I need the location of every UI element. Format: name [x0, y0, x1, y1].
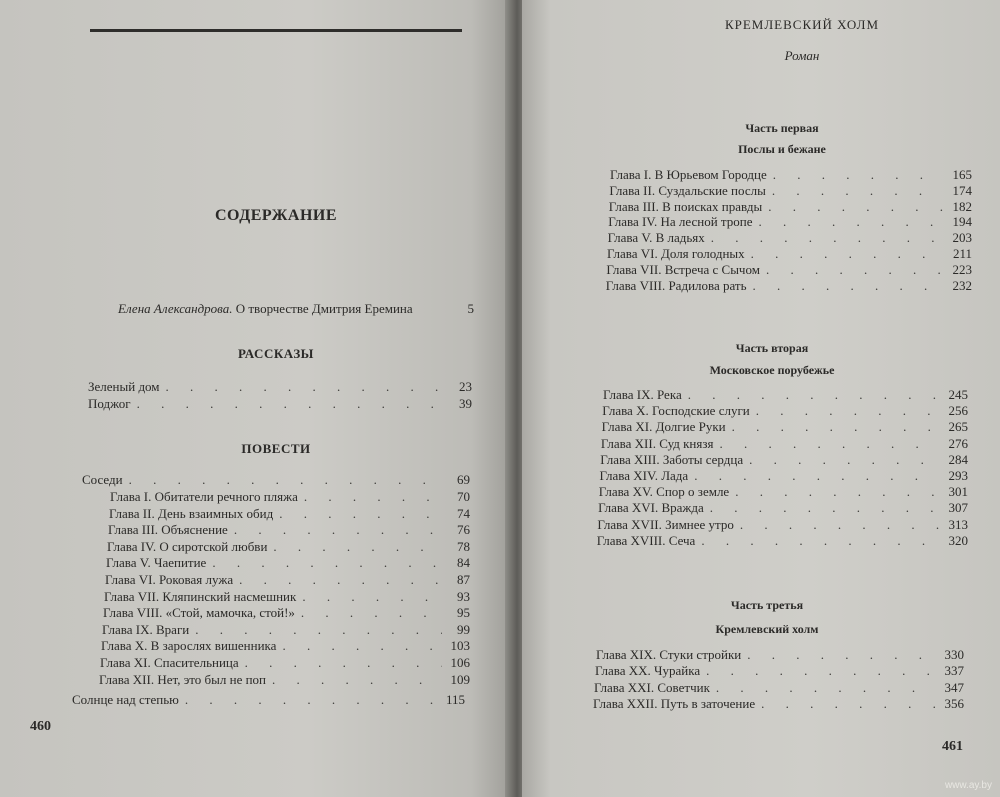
toc-entry — [102, 622, 470, 638]
leader-dots — [245, 655, 442, 671]
toc-entry-title: Зеленый дом — [88, 379, 160, 394]
toc-entry-title: Глава XIX. Стуки стройки — [596, 647, 742, 662]
toc-entry-page: 284 — [948, 451, 968, 467]
toc-entry-title: Глава XXII. Путь в заточение — [593, 696, 756, 712]
toc-entry-page: 165 — [952, 167, 972, 182]
intro-entry — [118, 301, 474, 317]
toc-entry-page: 245 — [948, 387, 968, 402]
toc-entry-page: 109 — [450, 671, 470, 687]
leader-dots — [753, 278, 944, 294]
toc-entry-page: 276 — [948, 435, 968, 451]
leader-dots — [756, 403, 940, 419]
toc-entry — [602, 403, 968, 419]
part3-name: Кремлевский холм — [715, 622, 819, 636]
toc-entry — [602, 419, 968, 435]
intro-page: 5 — [467, 301, 474, 316]
toc-entry-title: Глава III. В поисках правды — [608, 198, 763, 214]
toc-entry — [109, 506, 470, 522]
toc-entry-page: 223 — [952, 261, 972, 277]
toc-entry-page: 330 — [944, 647, 964, 662]
toc-entry-title: Глава VIII. Радилова рать — [605, 277, 747, 293]
toc-entry-title: Глава VIII. «Стой, мамочка, стой!» — [103, 605, 295, 621]
toc-entry-title: Глава V. В ладьях — [607, 230, 705, 246]
toc-entry-page: 313 — [948, 516, 968, 532]
toc-entry-title: Глава XV. Спор о земле — [598, 484, 730, 500]
stories-heading: РАССКАЗЫ — [238, 346, 314, 361]
toc-entry — [609, 199, 972, 215]
right-folio: 461 — [942, 739, 963, 754]
leader-dots — [282, 638, 442, 654]
toc-entry-page: 70 — [457, 489, 470, 504]
leader-dots — [711, 230, 944, 246]
toc-entry — [607, 246, 972, 262]
toc-entry-page: 39 — [459, 396, 472, 411]
leader-dots — [768, 199, 944, 215]
toc-entry-title: Поджог — [88, 396, 131, 411]
toc-entry — [99, 672, 470, 688]
toc-entry-title: Глава IV. На лесной тропе — [608, 214, 753, 230]
toc-entry-title: Глава X. Господские слуги — [602, 403, 750, 419]
leader-dots — [694, 468, 940, 484]
toc-entry-page: 307 — [948, 500, 968, 516]
toc-entry-title: Глава X. В зарослях вишенника — [101, 638, 277, 654]
part1-label: Часть первая — [745, 121, 819, 135]
toc-entry-title: Глава I. В Юрьевом Городце — [610, 167, 767, 182]
toc-entry-page: 182 — [952, 198, 972, 214]
toc-entry-title: Глава XVIII. Сеча — [596, 532, 696, 548]
novel-title: КРЕМЛЕВСКИЙ ХОЛМ — [724, 17, 880, 32]
toc-entry-page: 293 — [948, 468, 968, 483]
toc-entry — [594, 680, 964, 696]
leader-dots — [766, 262, 944, 278]
leader-dots — [137, 396, 444, 412]
toc-entry-title: Глава VII. Встреча с Сычом — [606, 261, 760, 277]
leader-dots — [688, 387, 940, 403]
solntse-title: Солнце над степью — [72, 692, 179, 707]
toc-entry — [101, 638, 470, 654]
toc-entry-title: Глава XXI. Советчик — [594, 679, 710, 695]
toc-entry — [100, 655, 470, 671]
right-page — [522, 0, 1000, 797]
leader-dots — [166, 379, 444, 395]
leader-dots — [301, 605, 442, 621]
toc-entry-page: 301 — [948, 484, 968, 500]
toc-entry — [603, 387, 968, 403]
leader-dots — [740, 517, 940, 533]
left-folio: 460 — [30, 719, 51, 734]
toc-entry-page: 103 — [450, 638, 470, 654]
toc-entry-page: 232 — [952, 277, 972, 293]
toc-entry — [600, 452, 968, 468]
toc-entry — [593, 696, 964, 712]
part3-label: Часть третья — [730, 598, 804, 612]
toc-entry-title: Глава VII. Кляпинский насмешник — [104, 588, 297, 604]
leader-dots — [749, 452, 940, 468]
leader-dots — [701, 533, 940, 549]
leader-dots — [772, 183, 944, 199]
leader-dots — [239, 572, 442, 588]
toc-entry — [106, 555, 470, 571]
toc-entry-page: 78 — [457, 538, 470, 554]
toc-entry-title: Глава XX. Чурайка — [595, 663, 701, 679]
leader-dots — [716, 680, 936, 696]
leader-dots — [747, 647, 936, 663]
toc-entry-page: 74 — [457, 505, 470, 521]
leader-dots — [732, 419, 940, 435]
toc-entry-page: 93 — [457, 588, 470, 604]
novel-subtitle: Роман — [784, 48, 820, 63]
toc-entry-page: 356 — [944, 696, 964, 712]
toc-entry — [597, 533, 968, 549]
leader-dots — [273, 539, 442, 555]
toc-entry — [104, 589, 470, 605]
contents-title: СОДЕРЖАНИЕ — [214, 207, 338, 224]
leader-dots — [304, 489, 442, 505]
toc-entry-title: Глава XI. Долгие Руки — [601, 419, 726, 435]
leader-dots — [212, 555, 442, 571]
toc-entry — [595, 663, 964, 679]
toc-entry-page: 320 — [948, 532, 968, 548]
sosedi-title: Соседи — [82, 472, 123, 487]
toc-entry-page: 347 — [944, 679, 964, 695]
toc-entry-title: Глава II. День взаимных обид — [109, 505, 274, 521]
toc-entry — [110, 489, 470, 505]
top-rule — [90, 29, 462, 32]
toc-entry — [600, 468, 969, 484]
toc-entry-title: Глава XIV. Лада — [599, 468, 689, 483]
toc-entry-title: Глава VI. Доля голодных — [607, 246, 745, 261]
toc-entry-title: Глава IX. Река — [603, 387, 682, 402]
toc-entry-page: 194 — [952, 214, 972, 230]
leader-dots — [710, 500, 940, 516]
toc-entry-page: 203 — [952, 230, 972, 246]
toc-entry — [88, 396, 472, 412]
novellas-heading: ПОВЕСТИ — [241, 441, 311, 456]
toc-entry — [599, 484, 968, 500]
intro-author: Елена Александрова. — [118, 301, 233, 316]
watermark: www.ay.by — [944, 780, 992, 791]
toc-entry — [606, 262, 972, 278]
leader-dots — [735, 484, 940, 500]
toc-entry — [608, 214, 972, 230]
toc-entry — [108, 522, 470, 538]
toc-entry-title: Глава IV. О сиротской любви — [107, 538, 268, 554]
toc-entry-page: 265 — [948, 419, 968, 435]
toc-entry — [88, 379, 472, 395]
toc-entry — [596, 647, 964, 663]
leader-dots — [759, 214, 944, 230]
leader-dots — [761, 696, 936, 712]
solntse-entry — [72, 692, 465, 708]
intro-title: О творчестве Дмитрия Еремина — [235, 301, 413, 316]
toc-entry-title: Глава V. Чаепитие — [106, 555, 207, 571]
toc-entry-title: Глава XII. Нет, это был не поп — [99, 671, 267, 687]
toc-entry-title: Глава XII. Суд князя — [600, 435, 714, 451]
toc-entry-page: 256 — [948, 403, 968, 419]
toc-entry-page: 106 — [450, 655, 470, 670]
toc-entry — [601, 436, 968, 452]
toc-entry-page: 174 — [952, 182, 972, 198]
toc-entry-title: Глава IX. Враги — [102, 621, 190, 637]
leader-dots — [719, 436, 940, 452]
sosedi-entry — [82, 472, 470, 488]
toc-entry — [610, 167, 972, 183]
toc-entry-title: Глава XVII. Зимнее утро — [597, 516, 734, 532]
toc-entry — [105, 572, 470, 588]
leader-dots — [302, 589, 442, 605]
toc-entry-page: 337 — [944, 663, 964, 679]
toc-entry-title: Глава VI. Роковая лужа — [105, 572, 234, 587]
toc-entry-page: 76 — [457, 522, 470, 538]
leader-dots — [234, 522, 442, 538]
toc-entry — [608, 230, 972, 246]
toc-entry-title: Глава I. Обитатели речного пляжа — [110, 489, 298, 504]
toc-entry — [598, 500, 968, 516]
leader-dots — [195, 622, 442, 638]
part2-name: Московское порубежье — [709, 363, 835, 377]
part1-name: Послы и бежане — [738, 142, 826, 156]
toc-entry-page: 84 — [457, 555, 470, 571]
toc-entry-title: Глава III. Объяснение — [108, 522, 228, 538]
toc-entry — [103, 605, 470, 621]
toc-entry — [609, 183, 972, 199]
toc-entry — [107, 539, 470, 555]
toc-entry-title: Глава II. Суздальские послы — [609, 182, 766, 198]
toc-entry-page: 23 — [459, 379, 472, 394]
part2-label: Часть вторая — [735, 341, 809, 355]
toc-entry-page: 87 — [457, 572, 470, 587]
toc-entry-page: 211 — [952, 246, 972, 261]
leader-dots — [773, 167, 944, 183]
toc-entry — [597, 517, 968, 533]
leader-dots — [272, 672, 442, 688]
toc-entry-title: Глава XI. Спасительница — [100, 655, 239, 670]
sosedi-page: 69 — [457, 472, 470, 487]
leader-dots — [279, 506, 442, 522]
toc-entry — [606, 278, 972, 294]
toc-entry-page: 95 — [457, 605, 470, 621]
toc-entry-title: Глава XIII. Заботы сердца — [600, 451, 744, 467]
solntse-page: 115 — [445, 692, 465, 707]
leader-dots — [751, 246, 944, 262]
leader-dots — [706, 663, 936, 679]
toc-entry-title: Глава XVI. Вражда — [598, 500, 704, 516]
toc-entry-page: 99 — [457, 621, 470, 637]
